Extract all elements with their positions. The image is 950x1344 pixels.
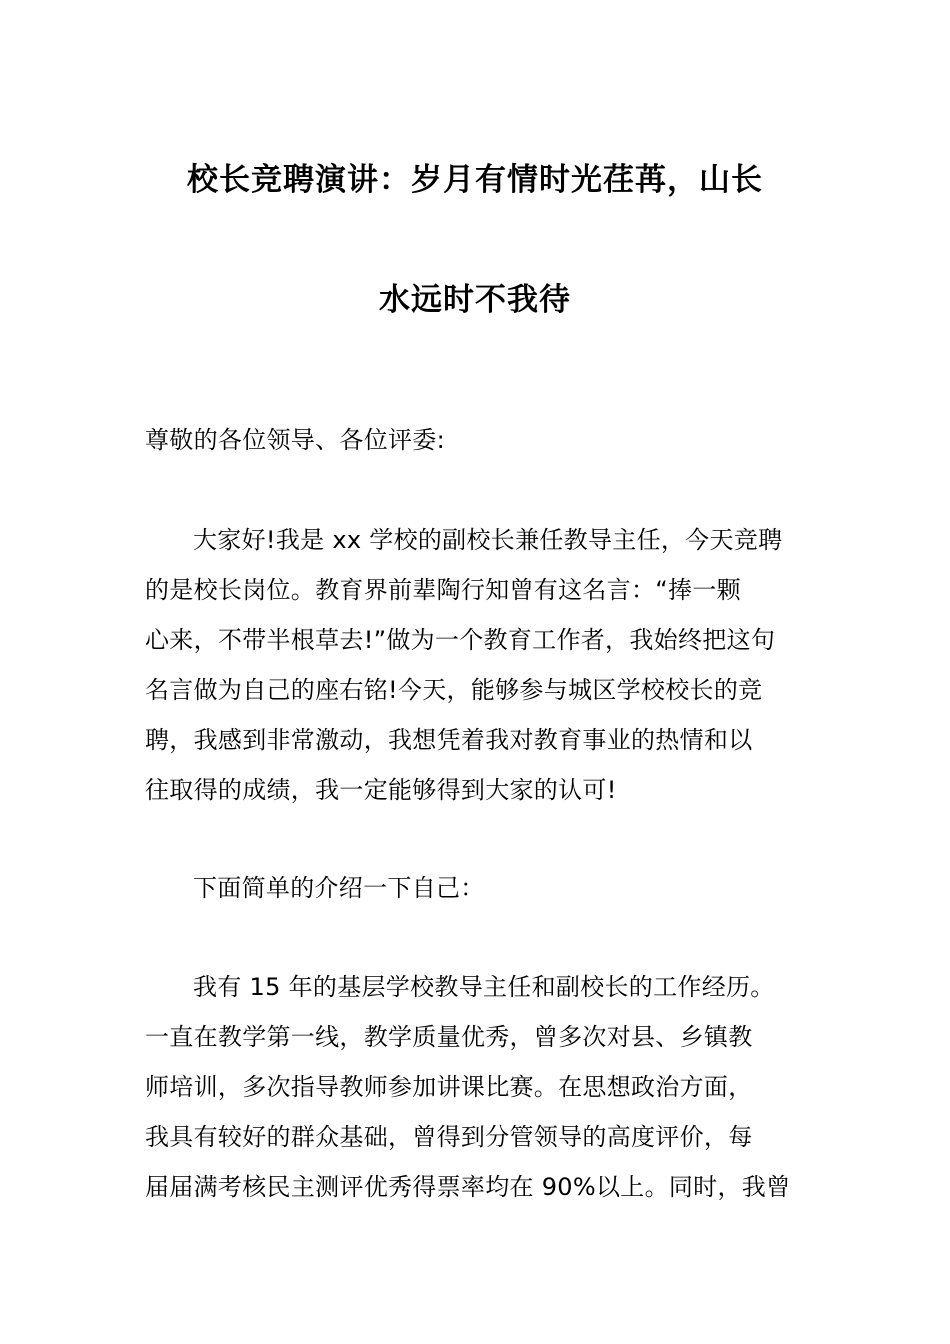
paragraph-line: 心来，不带半根草去!”做为一个教育工作者，我始终把这句 bbox=[145, 626, 776, 654]
paragraph-line: 我有 15 年的基层学校教导主任和副校长的工作经历。 bbox=[193, 973, 775, 1001]
paragraph-greeting bbox=[145, 515, 815, 815]
paragraph-line: 师培训，多次指导教师参加讲课比赛。在思想政治方面， bbox=[145, 1073, 753, 1101]
paragraph-line: 大家好!我是 xx 学校的副校长兼任教导主任，今天竞聘 bbox=[193, 526, 783, 554]
paragraph-line: 一直在教学第一线，教学质量优秀，曾多次对县、乡镇教 bbox=[145, 1023, 753, 1051]
paragraph-line: 我具有较好的群众基础，曾得到分管领导的高度评价，每 bbox=[145, 1123, 753, 1151]
paragraph-line: 届届满考核民主测评优秀得票率均在 90%以上。同时，我曾 bbox=[145, 1173, 791, 1201]
paragraph-line: 往取得的成绩，我一定能够得到大家的认可! bbox=[145, 776, 617, 804]
paragraph-line: 名言做为自己的座右铭!今天，能够参与城区学校校长的竞 bbox=[145, 676, 763, 704]
document-title-line-1: 校长竞聘演讲：岁月有情时光荏苒，山长 bbox=[187, 162, 763, 198]
paragraph-line: 聘，我感到非常激动，我想凭着我对教育事业的热情和以 bbox=[145, 726, 753, 754]
paragraph-line: 的是校长岗位。教育界前辈陶行知曾有这名言：“捧一颗 bbox=[145, 576, 741, 604]
salutation: 尊敬的各位领导、各位评委: bbox=[145, 426, 445, 454]
paragraph-intro: 下面简单的介绍一下自己： bbox=[193, 874, 485, 902]
document-title-line-2: 水远时不我待 bbox=[379, 282, 571, 318]
paragraph-experience bbox=[145, 962, 815, 1212]
